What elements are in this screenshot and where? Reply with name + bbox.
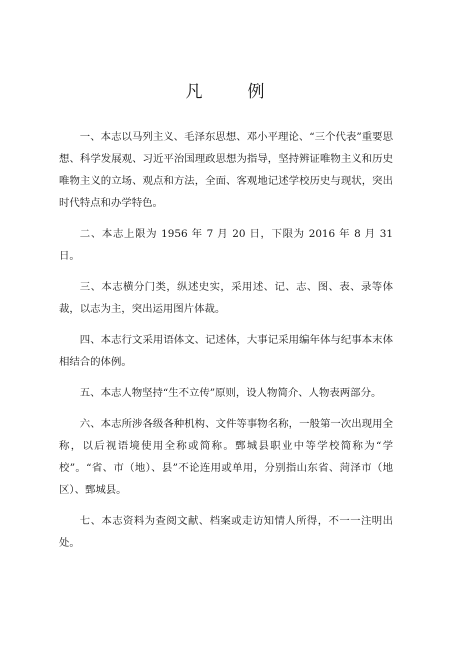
guideline-paragraph-7: 七、本志资料为查阅文献、档案或走访知情人所得，不一一注明出处。 <box>59 515 393 549</box>
guidelines-body <box>59 126 393 563</box>
page-title: 凡 例 <box>185 82 279 102</box>
guideline-paragraph-2: 二、本志上限为 1956 年 7 月 20 日，下限为 2016 年 8 月 31 日。 <box>59 228 393 262</box>
guideline-paragraph-6: 六、本志所涉各级各种机构、文件等事物名称，一般第一次出现用全称，以后视语境使用全称或简称。鄄城县职业中等学校简称为“学校”。“省、市（地）、县”不论连用或单用，分别指山东省、菏泽市（地区）、鄄城县。 <box>59 418 393 496</box>
guideline-paragraph-5: 五、本志人物坚持“生不立传”原则，设人物简介、人物表两部分。 <box>79 387 382 399</box>
guideline-paragraph-1: 一、本志以马列主义、毛泽东思想、邓小平理论、“三个代表”重要思想、科学发展观、习近平治国理政思想为指导，坚持辨证唯物主义和历史唯物主义的立场、观点和方法，全面、客观地记述学校历史与现状，突出时代特点和办学特色。 <box>59 131 393 209</box>
guideline-paragraph-4: 四、本志行文采用语体文、记述体，大事记采用编年体与纪事本末体相结合的体例。 <box>59 334 393 368</box>
guideline-paragraph-3: 三、本志横分门类，纵述史实，采用述、记、志、图、表、录等体裁，以志为主，突出运用图片体裁。 <box>59 281 393 315</box>
